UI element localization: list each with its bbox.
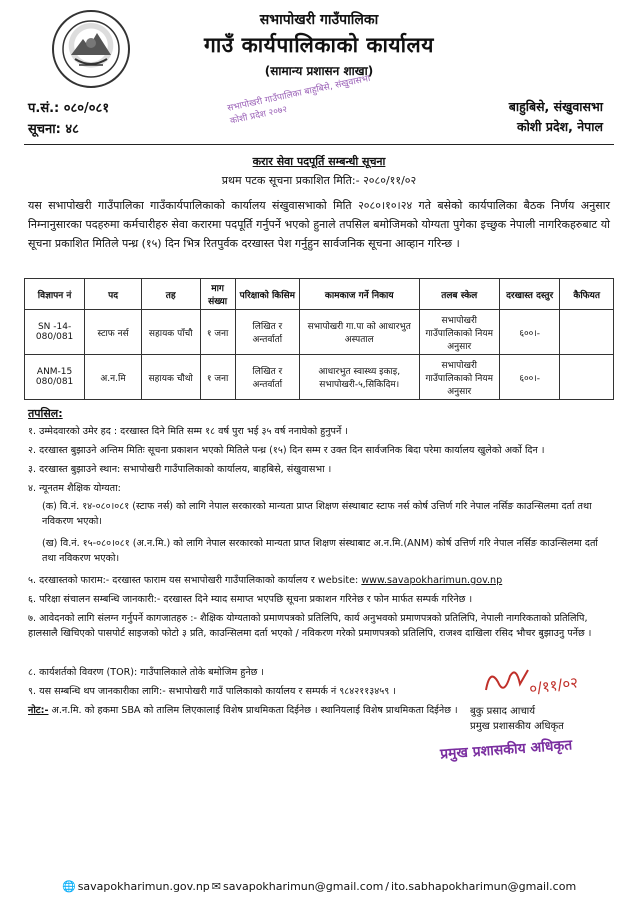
vacancy-table <box>24 278 614 400</box>
cell-workplace: आधारभुत स्वास्थ्य इकाइ, सभापोखरी-५,सिकिदिम। <box>299 355 419 400</box>
signatory-post: प्रमुख प्रशासकीय अधिकृत <box>470 721 564 732</box>
notice-body: यस सभापोखरी गाउँपालिका गाउँकार्यपालिकाको कार्यालय संखुवासभाको मिति २०८०।१०।२४ गते बसेको कार्यपालिका बैठक निर्णय अनुसार निम्नानुसारका पदहरुमा कर्मचारीहरु सेवा करारमा पदपूर्ति गर्नुपर्ने भएको हुनाले तपसिल बमोजिमको योग्यता पुगेका इच्छुक नेपाली नागरिकहरुबाट यो सूचना प्रकाशित मितिले पन्ध्र (१५) दिन भित्र रितपुर्वक दरखास्त पेश गर्नुहुन सार्वजनिक सूचना आव्हान गरिन्छ । <box>28 199 610 250</box>
footer-contacts <box>62 880 578 893</box>
cell-post: स्टाफ नर्स <box>85 310 142 355</box>
cell-count: १ जना <box>200 355 235 400</box>
handwritten-signature <box>480 660 600 708</box>
footer-separator: / <box>385 880 390 893</box>
address-line1: बाहुबिसे, संखुवासभा <box>508 99 603 114</box>
reference-number: प.सं.: ०८०/०८१ <box>28 101 110 116</box>
cell-fee: ६००।- <box>499 310 559 355</box>
cell-salary-scale: सभापोखरी गाउँपालिकाको नियम अनुसार <box>419 355 499 400</box>
footer-email-primary[interactable]: savapokharimun@gmail.com <box>223 880 384 893</box>
cell-level: सहायक चौथो <box>141 355 200 400</box>
note-location: ३. दरखास्त बुझाउने स्थान: सभापोखरी गाउँपालिकाको कार्यालय, बाहबिसे, संखुवासभा । <box>28 464 332 475</box>
municipality-name: सभापोखरी गाउँपालिका <box>259 12 379 28</box>
signature-date: ०/११/०२ <box>528 673 580 698</box>
table-header-row <box>25 279 614 310</box>
address-line2: कोशी प्रदेश, नेपाल <box>516 119 603 134</box>
cell-fee: ६००।- <box>499 355 559 400</box>
note-contact: ९. यस सम्बन्धि थप जानकारीका लागि:- सभापोखरी गाउँ पालिकाको कार्यालय र सम्पर्क नं ९८४२११३४५९ । <box>28 686 396 697</box>
cell-ad-number: SN -14-080/081 <box>25 310 85 355</box>
note-text: अ.न.मि. को हकमा SBA को तालिम लिएकालाई विशेष प्राथमिकता दिईनेछ । स्थानियलाई विशेष प्राथमिकता दिईनेछ । <box>48 705 458 716</box>
cell-post: अ.न.मि <box>85 355 142 400</box>
table-row <box>25 310 614 355</box>
globe-icon: 🌐 <box>62 880 76 893</box>
notice-title: करार सेवा पदपूर्ति सम्बन्धी सूचना <box>252 155 386 168</box>
note-application-form <box>28 573 610 588</box>
note-age-limit: १. उम्मेदवारको उमेर हद : दरखास्त दिने मिति सम्म १८ वर्ष पुरा भई ३५ वर्ष ननाघेको हुनुपर्ने । <box>28 426 349 437</box>
cell-ad-number: ANM-15 080/081 <box>25 355 85 400</box>
note-label: नोट:- <box>28 705 49 716</box>
note-tor: ८. कार्यशर्तको विवरण (TOR): गाउँपालिकाले तोके बमोजिम हुनेछ । <box>28 667 265 678</box>
col-header: विज्ञापन नं <box>25 279 85 310</box>
office-name: गाउँ कार्यपालिकाको कार्यालय <box>204 33 434 57</box>
note-exam-info: ६. परिक्षा संचालन सम्बन्धि जानकारी:- दरखास्त दिने म्याद समाप्त भएपछि सूचना प्रकाशन गरिनेछ र फोन मार्फत सम्पर्क गरिनेछ । <box>28 594 473 605</box>
col-header: माग संख्या <box>200 279 235 310</box>
mail-icon: ✉ <box>211 880 221 893</box>
cell-remarks <box>560 355 614 400</box>
cell-level: सहायक पाँचौ <box>141 310 200 355</box>
col-header: परिक्षाको किसिम <box>235 279 299 310</box>
note-qualification: ४. न्यूनतम शैक्षिक योग्यता: <box>28 483 121 494</box>
publication-date: प्रथम पटक सूचना प्रकाशित मिति:- २०८०/११/०२ <box>221 174 417 187</box>
note-priority <box>28 703 478 718</box>
note-qualification-staff-nurse: (क) वि.नं. १४-०८०।०८१ (स्टाफ नर्स) को लागि नेपाल सरकारको मान्यता प्राप्त शिक्षण संस्थाबाट स्टाफ नर्स कोर्ष उत्तिर्ण गरि नेपाल नर्सिङ काउन्सिलमा दर्ता तथा नविकरण भएको। <box>42 501 592 527</box>
note-qualification-anm: (ख) वि.नं. १५-०८०।०८१ (अ.न.मि.) को लागि नेपाल सरकारको मान्यता प्राप्त शिक्षण संस्थाबाट अ.न.मि.(ANM) कोर्ष उत्तिर्ण गरि नेपाल नर्सिङ काउन्सिलमा दर्ता तथा नविकरण भएको। <box>42 538 598 564</box>
designation-stamp: प्रमुख प्रशासकीय अधिकृत <box>439 737 573 763</box>
website-link[interactable]: www.savapokharimun.gov.np <box>361 575 503 586</box>
header-divider <box>24 144 614 145</box>
signatory-name: बुकु प्रसाद आचार्य <box>470 706 536 717</box>
footer-website[interactable]: savapokharimun.gov.np <box>77 880 210 893</box>
col-header: कामकाज गर्ने निकाय <box>299 279 419 310</box>
notes-heading: तपसिल: <box>28 407 63 420</box>
cell-exam-type: लिखित र अन्तर्वार्ता <box>235 310 299 355</box>
footer-email-secondary[interactable]: ito.sabhapokharimun@gmail.com <box>391 880 577 893</box>
section-name: (सामान्य प्रशासन शाखा) <box>264 64 374 78</box>
note-deadline: २. दरखास्त बुझाउने अन्तिम मितिः सूचना प्रकाशन भएको मितिले पन्ध्र (१५) दिन सम्म र उक्त दिन सार्वजनिक बिदा परेमा कार्यालय खुलेको अर्को दिन । <box>28 445 545 456</box>
note-documents: ७. आवेदनको लागि संलग्न गर्नुपर्ने कागजातहरु :- शैक्षिक योग्यताको प्रमाणपत्रको प्रतिलिपि, कार्य अनुभवको प्रमाणपत्रको प्रतिलिपि, नेपाली नागरिकताको प्रतिलिपि, हालसालै खिचिएको पासपोर्ट साइजको फोटो ३ प्रति, काउन्सिलमा दर्ता भएको / नविकरण गरेको प्रमाणपत्रको प्रतिलिपि, राजश्व दाखिला रसिद भौचर बुझाउनु पर्नेछ । <box>28 613 592 639</box>
cell-remarks <box>560 310 614 355</box>
col-header: कैफियत <box>560 279 614 310</box>
col-header: दरखास्त दस्तुर <box>499 279 559 310</box>
col-header: पद <box>85 279 142 310</box>
col-header: तह <box>141 279 200 310</box>
cell-exam-type: लिखित र अन्तर्वार्ता <box>235 355 299 400</box>
notice-number: सूचना: ४८ <box>28 122 79 137</box>
cell-salary-scale: सभापोखरी गाउँपालिकाको नियम अनुसार <box>419 310 499 355</box>
cell-count: १ जना <box>200 310 235 355</box>
cell-workplace: सभापोखरी गा.पा को आधारभुत अस्पताल <box>299 310 419 355</box>
office-stamp: सभापोखरी गाउँपालिका बाहुबिसे, संखुवासभा कोशी प्रदेश २०७२ <box>226 73 372 127</box>
table-row <box>25 355 614 400</box>
note-form-text: ५. दरखास्तको फाराम:- दरखास्त फाराम यस सभापोखरी गाउँपालिकाको कार्यालय र website: <box>28 575 359 586</box>
col-header: तलब स्केल <box>419 279 499 310</box>
